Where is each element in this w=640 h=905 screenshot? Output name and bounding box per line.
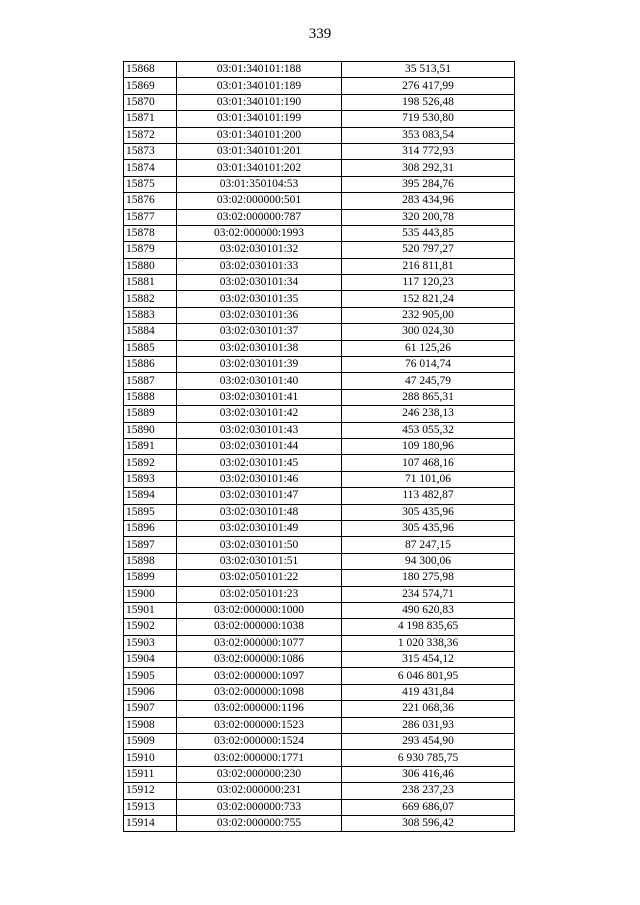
cadastral-number-cell: 03:01:340101:189 (177, 78, 342, 94)
table-row (124, 635, 515, 651)
cadastral-number-cell: 03:01:340101:200 (177, 127, 342, 143)
cadastral-number-cell: 03:02:030101:41 (177, 389, 342, 405)
page-number: 339 (308, 26, 332, 42)
cadastral-number-cell: 03:02:030101:37 (177, 324, 342, 340)
cadastral-number-cell: 03:02:000000:501 (177, 193, 342, 209)
cadastral-number-cell: 03:02:030101:45 (177, 455, 342, 471)
table-row (124, 619, 515, 635)
cadastral-number-cell: 03:01:340101:202 (177, 160, 342, 176)
row-number-cell: 15873 (124, 143, 177, 159)
table-row (124, 225, 515, 241)
row-number-cell: 15872 (124, 127, 177, 143)
cadastral-value-cell: 238 237,23 (342, 783, 515, 799)
cadastral-value-cell: 117 120,23 (342, 275, 515, 291)
cadastral-number-cell: 03:02:050101:22 (177, 570, 342, 586)
table-row (124, 734, 515, 750)
cadastral-value-cell: 109 180,96 (342, 438, 515, 454)
cadastral-number-cell: 03:02:000000:230 (177, 766, 342, 782)
cadastral-value-cell: 419 431,84 (342, 684, 515, 700)
table-row (124, 602, 515, 618)
row-number-cell: 15904 (124, 652, 177, 668)
row-number-cell: 15870 (124, 94, 177, 110)
row-number-cell: 15893 (124, 471, 177, 487)
cadastral-number-cell: 03:02:000000:733 (177, 799, 342, 815)
table-row (124, 537, 515, 553)
table-row (124, 78, 515, 94)
table-row (124, 258, 515, 274)
cadastral-number-cell: 03:01:340101:199 (177, 111, 342, 127)
row-number-cell: 15880 (124, 258, 177, 274)
row-number-cell: 15891 (124, 438, 177, 454)
cadastral-value-cell: 76 014,74 (342, 357, 515, 373)
table-row (124, 307, 515, 323)
cadastral-number-cell: 03:02:000000:1077 (177, 635, 342, 651)
cadastral-number-cell: 03:02:000000:755 (177, 815, 342, 831)
row-number-cell: 15877 (124, 209, 177, 225)
cadastral-value-cell: 305 435,96 (342, 520, 515, 536)
row-number-cell: 15875 (124, 176, 177, 192)
cadastral-number-cell: 03:02:030101:35 (177, 291, 342, 307)
cadastral-value-cell: 719 530,80 (342, 111, 515, 127)
cadastral-value-cell: 1 020 338,36 (342, 635, 515, 651)
row-number-cell: 15878 (124, 225, 177, 241)
cadastral-number-cell: 03:02:030101:40 (177, 373, 342, 389)
table-row (124, 143, 515, 159)
table-row (124, 127, 515, 143)
cadastral-number-cell: 03:01:350104:53 (177, 176, 342, 192)
cadastral-value-cell: 395 284,76 (342, 176, 515, 192)
row-number-cell: 15912 (124, 783, 177, 799)
row-number-cell: 15903 (124, 635, 177, 651)
cadastral-value-cell: 180 275,98 (342, 570, 515, 586)
row-number-cell: 15914 (124, 815, 177, 831)
row-number-cell: 15892 (124, 455, 177, 471)
table-row (124, 668, 515, 684)
table-row (124, 438, 515, 454)
cadastral-value-cell: 61 125,26 (342, 340, 515, 356)
table-row (124, 455, 515, 471)
row-number-cell: 15871 (124, 111, 177, 127)
table-row (124, 488, 515, 504)
cadastral-value-cell: 113 482,87 (342, 488, 515, 504)
row-number-cell: 15887 (124, 373, 177, 389)
cadastral-value-cell: 234 574,71 (342, 586, 515, 602)
table-row (124, 389, 515, 405)
cadastral-value-cell: 216 811,81 (342, 258, 515, 274)
cadastral-number-cell: 03:02:030101:39 (177, 357, 342, 373)
cadastral-number-cell: 03:02:050101:23 (177, 586, 342, 602)
cadastral-value-cell: 353 083,54 (342, 127, 515, 143)
row-number-cell: 15883 (124, 307, 177, 323)
row-number-cell: 15913 (124, 799, 177, 815)
cadastral-number-cell: 03:02:030101:33 (177, 258, 342, 274)
cadastral-value-cell: 4 198 835,65 (342, 619, 515, 635)
table-row (124, 340, 515, 356)
cadastral-number-cell: 03:02:000000:231 (177, 783, 342, 799)
table-row (124, 275, 515, 291)
row-number-cell: 15909 (124, 734, 177, 750)
cadastral-number-cell: 03:02:000000:1196 (177, 701, 342, 717)
row-number-cell: 15884 (124, 324, 177, 340)
table-row (124, 94, 515, 110)
table-row (124, 684, 515, 700)
table-row (124, 422, 515, 438)
cadastral-value-cell: 490 620,83 (342, 602, 515, 618)
cadastral-value-cell: 453 055,32 (342, 422, 515, 438)
row-number-cell: 15907 (124, 701, 177, 717)
table-row (124, 406, 515, 422)
cadastral-value-cell: 87 247,15 (342, 537, 515, 553)
cadastral-value-cell: 6 930 785,75 (342, 750, 515, 766)
cadastral-value-cell: 198 526,48 (342, 94, 515, 110)
cadastral-value-cell: 283 434,96 (342, 193, 515, 209)
table-row (124, 750, 515, 766)
cadastral-number-cell: 03:02:030101:36 (177, 307, 342, 323)
cadastral-number-cell: 03:02:000000:1000 (177, 602, 342, 618)
row-number-cell: 15890 (124, 422, 177, 438)
cadastral-number-cell: 03:02:000000:1771 (177, 750, 342, 766)
cadastral-number-cell: 03:02:000000:1524 (177, 734, 342, 750)
cadastral-value-cell: 315 454,12 (342, 652, 515, 668)
table-row (124, 111, 515, 127)
cadastral-number-cell: 03:01:340101:188 (177, 62, 342, 78)
cadastral-number-cell: 03:02:000000:1523 (177, 717, 342, 733)
row-number-cell: 15901 (124, 602, 177, 618)
table-row (124, 471, 515, 487)
table-row (124, 799, 515, 815)
cadastral-number-cell: 03:02:030101:44 (177, 438, 342, 454)
cadastral-value-cell: 94 300,06 (342, 553, 515, 569)
cadastral-value-cell: 288 865,31 (342, 389, 515, 405)
cadastral-number-cell: 03:02:030101:48 (177, 504, 342, 520)
cadastral-number-cell: 03:02:030101:49 (177, 520, 342, 536)
cadastral-number-cell: 03:02:000000:1098 (177, 684, 342, 700)
table-row (124, 504, 515, 520)
row-number-cell: 15881 (124, 275, 177, 291)
cadastral-number-cell: 03:01:340101:190 (177, 94, 342, 110)
row-number-cell: 15908 (124, 717, 177, 733)
cadastral-value-cell: 35 513,51 (342, 62, 515, 78)
cadastral-value-cell: 520 797,27 (342, 242, 515, 258)
cadastral-number-cell: 03:02:030101:47 (177, 488, 342, 504)
table-row (124, 586, 515, 602)
row-number-cell: 15894 (124, 488, 177, 504)
table-row (124, 520, 515, 536)
table-row (124, 357, 515, 373)
row-number-cell: 15906 (124, 684, 177, 700)
row-number-cell: 15888 (124, 389, 177, 405)
table-body (124, 62, 515, 832)
cadastral-value-cell: 6 046 801,95 (342, 668, 515, 684)
cadastral-number-cell: 03:02:030101:51 (177, 553, 342, 569)
cadastral-number-cell: 03:02:030101:46 (177, 471, 342, 487)
table-row (124, 160, 515, 176)
row-number-cell: 15889 (124, 406, 177, 422)
cadastral-number-cell: 03:02:030101:34 (177, 275, 342, 291)
cadastral-value-cell: 293 454,90 (342, 734, 515, 750)
table-row (124, 652, 515, 668)
cadastral-number-cell: 03:02:030101:43 (177, 422, 342, 438)
row-number-cell: 15897 (124, 537, 177, 553)
cadastral-number-cell: 03:02:030101:50 (177, 537, 342, 553)
table-row (124, 324, 515, 340)
cadastral-number-cell: 03:02:000000:1097 (177, 668, 342, 684)
row-number-cell: 15885 (124, 340, 177, 356)
cadastral-number-cell: 03:02:000000:1086 (177, 652, 342, 668)
cadastral-number-cell: 03:01:340101:201 (177, 143, 342, 159)
cadastral-number-cell: 03:02:000000:1993 (177, 225, 342, 241)
row-number-cell: 15879 (124, 242, 177, 258)
table-row (124, 815, 515, 831)
row-number-cell: 15896 (124, 520, 177, 536)
table-row (124, 783, 515, 799)
table-row (124, 701, 515, 717)
cadastral-value-cell: 669 686,07 (342, 799, 515, 815)
cadastral-value-cell: 246 238,13 (342, 406, 515, 422)
table-row (124, 242, 515, 258)
row-number-cell: 15895 (124, 504, 177, 520)
cadastral-number-cell: 03:02:000000:1038 (177, 619, 342, 635)
row-number-cell: 15886 (124, 357, 177, 373)
cadastral-value-cell: 535 443,85 (342, 225, 515, 241)
table-row (124, 176, 515, 192)
row-number-cell: 15911 (124, 766, 177, 782)
cadastral-value-cell: 152 821,24 (342, 291, 515, 307)
table-row (124, 291, 515, 307)
cadastral-value-cell: 305 435,96 (342, 504, 515, 520)
row-number-cell: 15902 (124, 619, 177, 635)
cadastral-value-cell: 306 416,46 (342, 766, 515, 782)
cadastral-value-cell: 221 068,36 (342, 701, 515, 717)
row-number-cell: 15905 (124, 668, 177, 684)
row-number-cell: 15868 (124, 62, 177, 78)
table-row (124, 766, 515, 782)
cadastral-value-cell: 47 245,79 (342, 373, 515, 389)
cadastral-number-cell: 03:02:030101:42 (177, 406, 342, 422)
cadastral-value-cell: 71 101,06 (342, 471, 515, 487)
cadastral-value-cell: 308 292,31 (342, 160, 515, 176)
cadastral-number-cell: 03:02:000000:787 (177, 209, 342, 225)
cadastral-value-cell: 107 468,16 (342, 455, 515, 471)
row-number-cell: 15898 (124, 553, 177, 569)
row-number-cell: 15900 (124, 586, 177, 602)
cadastral-value-cell: 232 905,00 (342, 307, 515, 323)
cadastral-value-cell: 300 024,30 (342, 324, 515, 340)
table-row (124, 717, 515, 733)
cadastral-value-cell: 276 417,99 (342, 78, 515, 94)
table-row (124, 373, 515, 389)
row-number-cell: 15876 (124, 193, 177, 209)
cadastral-value-table (123, 61, 515, 832)
row-number-cell: 15910 (124, 750, 177, 766)
cadastral-value-cell: 286 031,93 (342, 717, 515, 733)
cadastral-value-cell: 314 772,93 (342, 143, 515, 159)
cadastral-number-cell: 03:02:030101:32 (177, 242, 342, 258)
cadastral-value-cell: 308 596,42 (342, 815, 515, 831)
cadastral-value-cell: 320 200,78 (342, 209, 515, 225)
table-row (124, 209, 515, 225)
row-number-cell: 15882 (124, 291, 177, 307)
table-row (124, 62, 515, 78)
table-row (124, 553, 515, 569)
row-number-cell: 15869 (124, 78, 177, 94)
table-row (124, 193, 515, 209)
cadastral-number-cell: 03:02:030101:38 (177, 340, 342, 356)
row-number-cell: 15899 (124, 570, 177, 586)
row-number-cell: 15874 (124, 160, 177, 176)
table-row (124, 570, 515, 586)
